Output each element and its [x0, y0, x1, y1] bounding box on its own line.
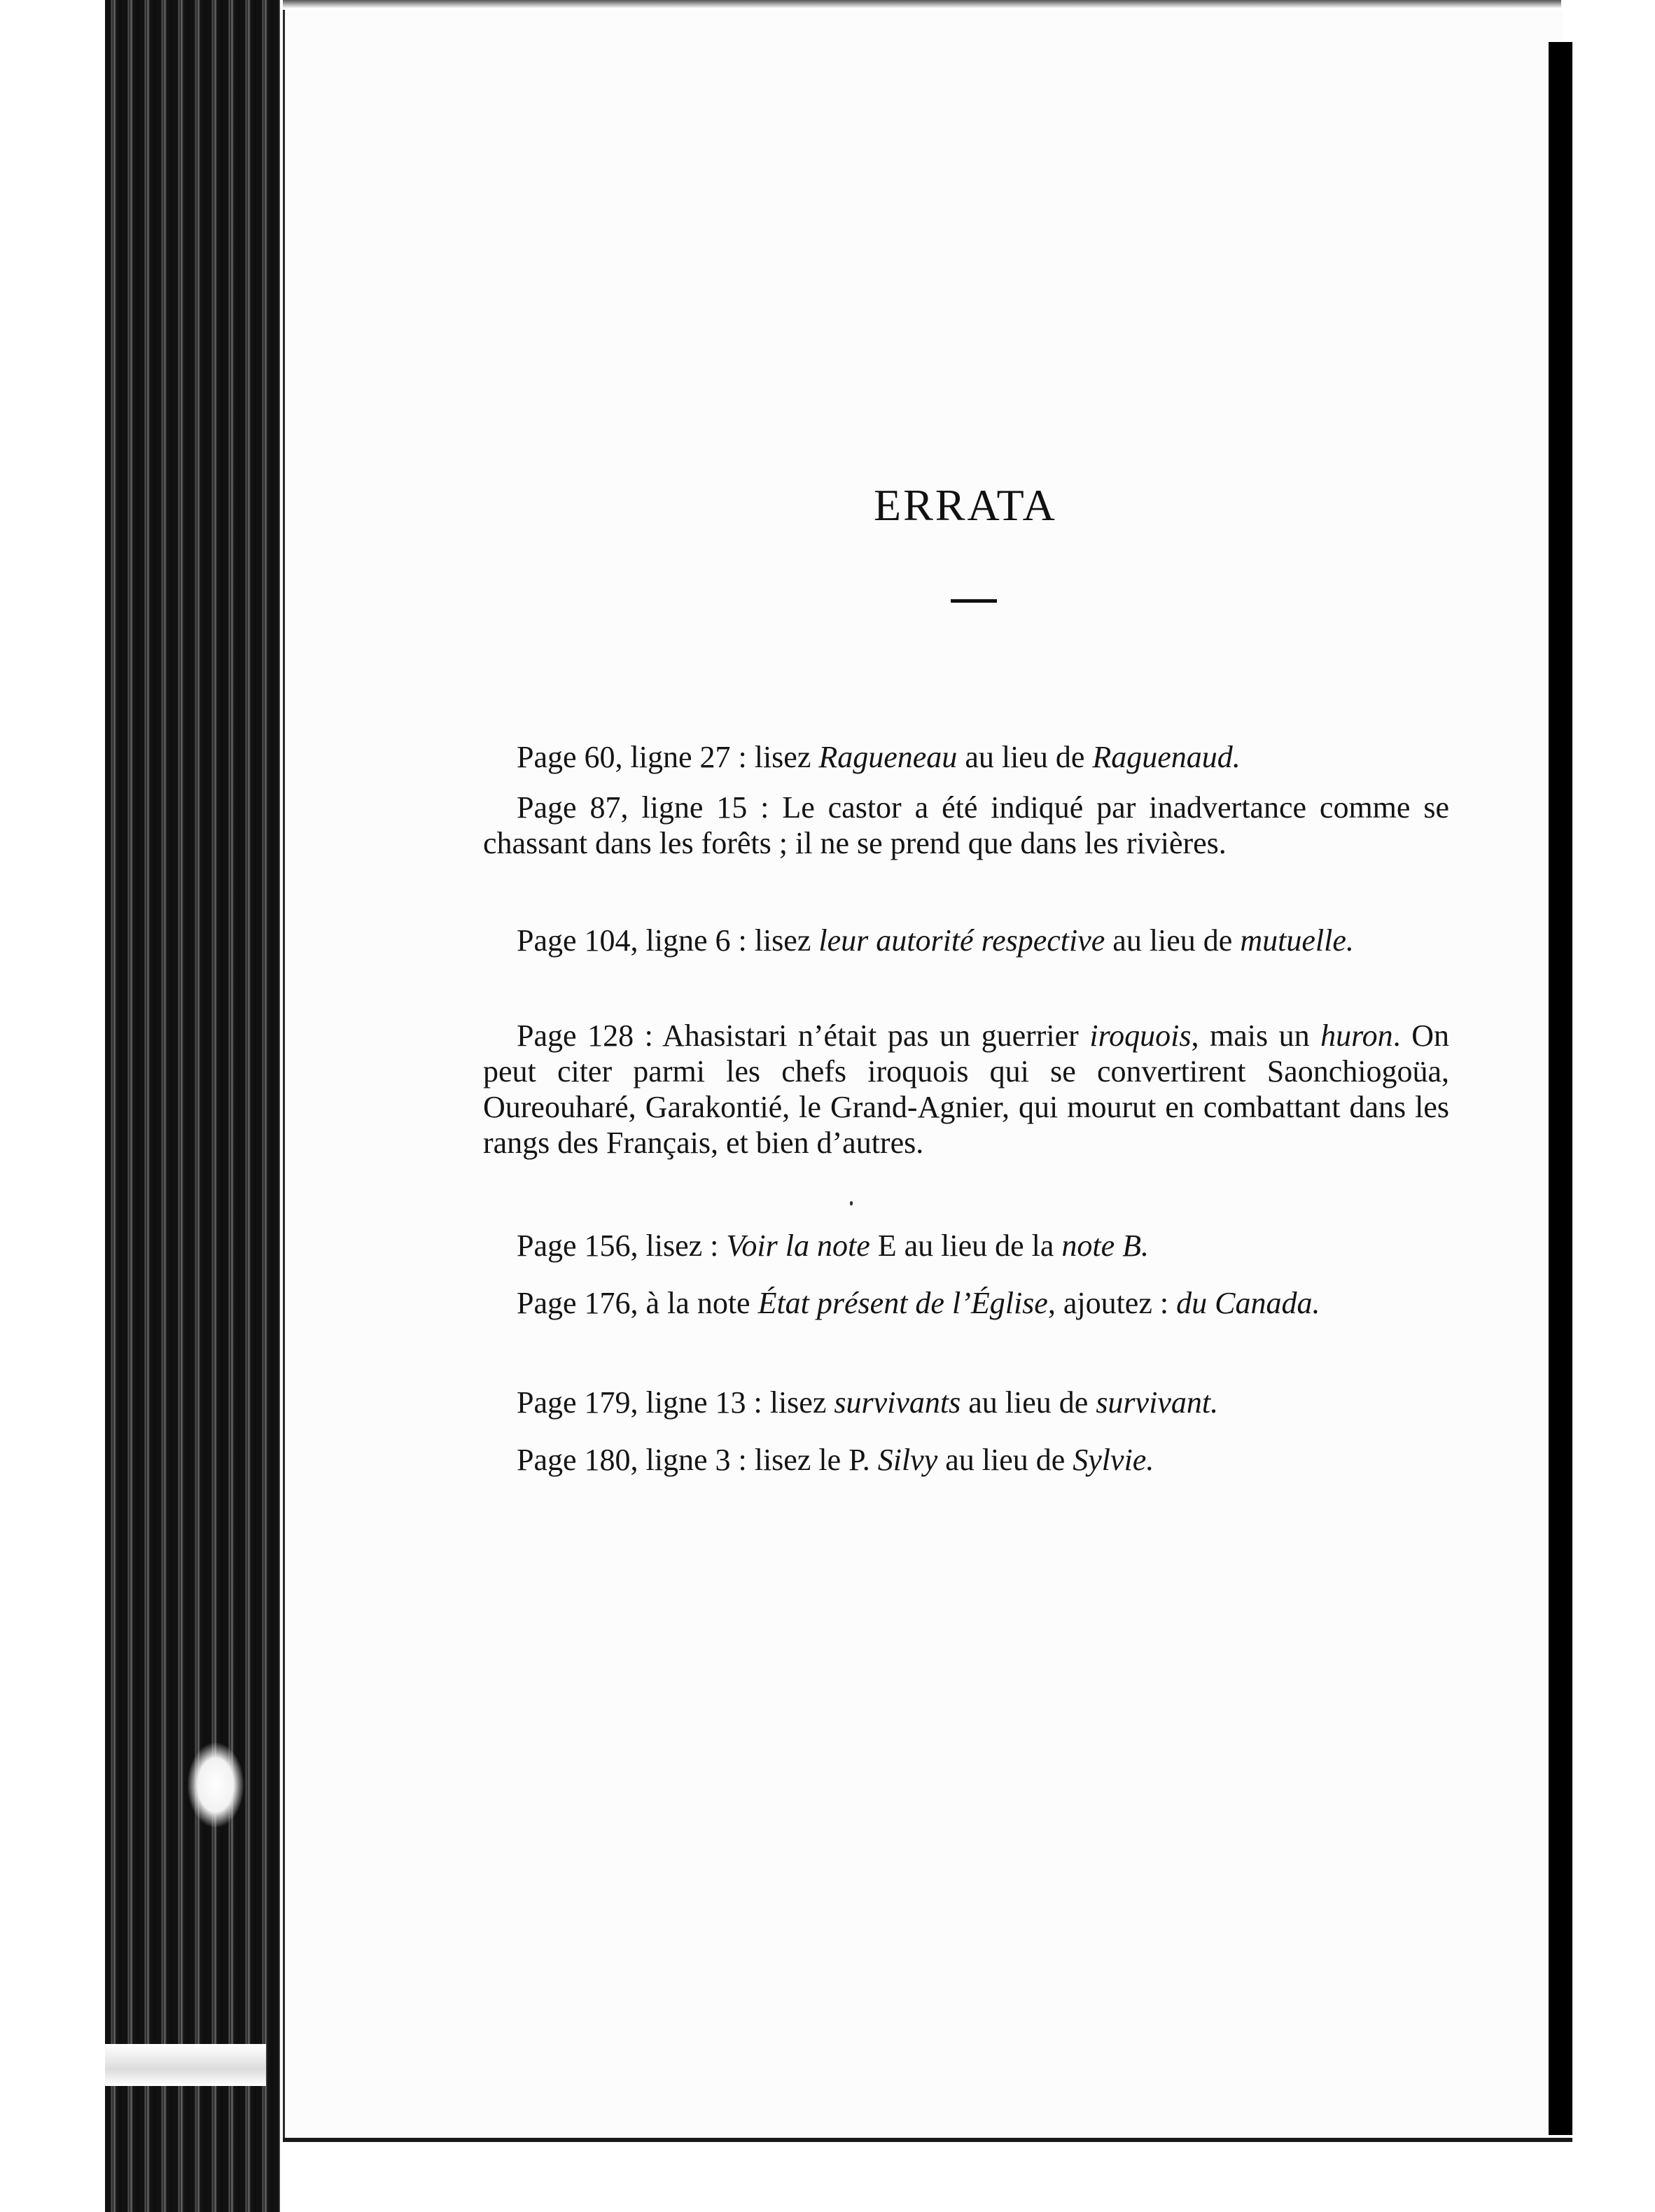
scan-blemish	[188, 1743, 244, 1827]
ink-speck	[850, 1201, 853, 1205]
entry-text: au lieu de	[961, 1385, 1096, 1420]
entry-text: Page 176, à la note	[517, 1286, 758, 1320]
entry-text: au lieu de	[957, 740, 1093, 774]
entry-text: Page 87, ligne 15 : Le castor a été indiqué par inadvertance comme se chassant dans les forêts ; il ne se prend que dans les rivières.	[483, 790, 1449, 860]
entry-text: Page 104, ligne 6 : lisez	[517, 923, 819, 958]
entry-text: . On peut citer parmi les chefs iroquois qui se convertirent Saonchiogoüa, Oureouharé, Garakontié, le Grand-Agnier, qui mourut en combattant dans les rangs des Français, et bien d’autres.	[483, 1018, 1449, 1160]
page-title: ERRATA	[874, 480, 1057, 530]
italic-text: Raguenaud.	[1092, 740, 1241, 774]
italic-text: du Canada.	[1176, 1286, 1320, 1320]
errata-entry	[483, 739, 1449, 775]
errata-entry	[483, 790, 1449, 861]
entry-text: Page 156, lisez :	[517, 1228, 727, 1263]
book-edge-highlight	[105, 2044, 266, 2086]
page-bottom-edge	[283, 2138, 1572, 2142]
italic-text: Ragueneau	[818, 740, 958, 774]
entry-text: , ajoutez :	[1047, 1286, 1177, 1320]
italic-text: huron	[1320, 1018, 1393, 1053]
entry-text: Page 180, ligne 3 : lisez le P.	[517, 1443, 878, 1477]
entry-text: , mais un	[1191, 1018, 1321, 1053]
errata-entry	[483, 1385, 1449, 1420]
next-page-edge	[1549, 42, 1572, 2135]
scan-margin-right	[1572, 0, 1655, 2212]
title-divider	[951, 599, 997, 603]
entry-text: au lieu de	[937, 1443, 1073, 1477]
italic-text: note B.	[1061, 1228, 1150, 1263]
italic-text: Sylvie.	[1073, 1443, 1154, 1477]
entry-text: E au lieu de la	[870, 1228, 1062, 1263]
italic-text: Voir la note	[726, 1228, 870, 1263]
page-top-shadow	[283, 0, 1561, 8]
italic-text: iroquois	[1089, 1018, 1192, 1053]
italic-text: survivant.	[1096, 1385, 1219, 1420]
entry-text: au lieu de	[1105, 923, 1241, 958]
italic-text: Silvy	[877, 1443, 938, 1477]
errata-entry	[483, 1228, 1449, 1264]
italic-text: survivants	[834, 1385, 961, 1420]
errata-entry	[483, 923, 1449, 958]
entry-text: Page 60, ligne 27 : lisez	[517, 740, 819, 774]
errata-entry	[483, 1285, 1449, 1321]
italic-text: État présent de l’Église	[757, 1286, 1048, 1320]
italic-text: leur autorité respective	[818, 923, 1105, 958]
book-page-edges	[105, 0, 280, 2212]
errata-entry	[483, 1442, 1449, 1478]
scan-margin-left	[0, 0, 105, 2212]
errata-entry	[483, 1018, 1449, 1161]
italic-text: mutuelle.	[1240, 923, 1354, 958]
entry-text: Page 128 : Ahasistari n’était pas un guerrier	[517, 1018, 1090, 1053]
entry-text: Page 179, ligne 13 : lisez	[517, 1385, 835, 1420]
